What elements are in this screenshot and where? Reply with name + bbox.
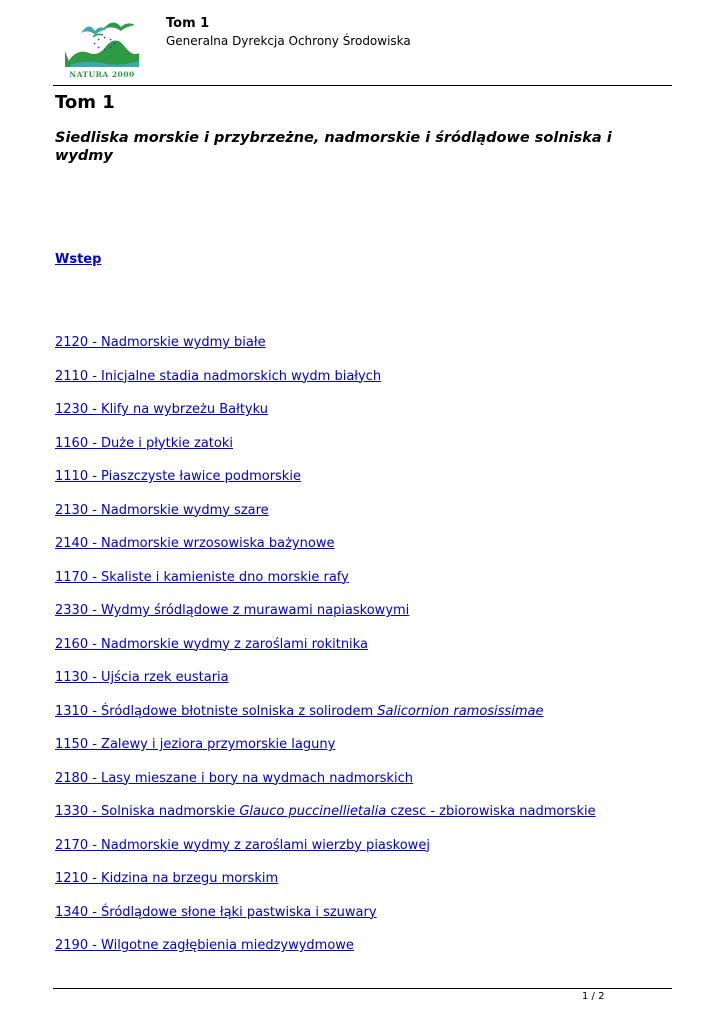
habitat-link[interactable] [55,503,269,518]
habitat-link-text: 2130 - Nadmorskie wydmy szare [55,502,269,518]
habitat-link-suffix: czesc - zbiorowiska nadmorskie [386,804,596,819]
habitat-link[interactable] [55,704,543,719]
svg-text:✦: ✦ [109,45,113,50]
habitat-link[interactable] [55,335,266,350]
habitat-link-text: 2160 - Nadmorskie wydmy z zaroślami rokitnika [55,636,368,652]
page-title: Tom 1 [55,92,115,113]
habitat-link[interactable] [55,469,301,484]
svg-text:✦: ✦ [103,35,107,40]
list-item [55,704,596,720]
svg-text:✦: ✦ [103,47,107,52]
habitat-link-text: 2190 - Wilgotne zagłębienia miedzywydmowe [55,938,354,953]
habitat-link-text: 1310 - Śródlądowe błotniste solniska z solirodem [55,703,378,719]
svg-text:✦: ✦ [93,41,97,46]
list-item [55,469,596,485]
habitat-link-text: 1110 - Piaszczyste ławice podmorskie [55,469,301,484]
habitat-link-text: 1130 - Ujścia rzek eustaria [55,670,229,685]
habitat-link[interactable] [55,670,229,685]
habitat-link-text: 2140 - Nadmorskie wrzosowiska bażynowe [55,536,335,551]
document-subtitle: Siedliska morskie i przybrzeżne, nadmorskie i śródlądowe solniska i wydmy [55,130,612,164]
list-item [55,402,596,418]
page-number: 1 / 2 [582,991,605,1002]
list-item [55,335,596,351]
list-item [55,838,596,854]
habitat-link[interactable] [55,436,233,451]
list-item [55,536,596,552]
habitat-link-text: 1210 - Kidzina na brzegu morskim [55,871,279,886]
header-divider [53,85,672,86]
list-item [55,871,596,887]
list-item [55,436,596,452]
habitat-link-text: 1340 - Śródlądowe słone łąki pastwiska i szuwary [55,904,377,920]
list-item [55,369,596,385]
list-item [55,670,596,686]
habitat-link[interactable] [55,871,278,886]
habitat-link[interactable] [55,771,413,786]
svg-text:✦: ✦ [113,41,117,46]
habitat-link[interactable] [55,603,409,618]
habitat-link-latin: Glauco puccinellietalia [239,804,387,819]
habitat-link-latin: Salicornion ramosissimae [377,703,544,719]
habitat-link[interactable] [55,905,377,920]
list-item [55,905,596,921]
habitat-link-text: 1150 - Zalewy i jeziora przymorskie laguny [55,737,336,752]
svg-text:✦: ✦ [97,45,101,50]
header-subtitle: Generalna Dyrekcja Ochrony Środowiska [166,34,411,48]
habitat-link-text: 2330 - Wydmy śródlądowe z murawami napiaskowymi [55,603,410,618]
svg-text:✦: ✦ [97,37,101,42]
svg-text:✦: ✦ [109,37,113,42]
list-item [55,938,596,954]
logo-text: NATURA 2000 [69,70,135,79]
list-item [55,637,596,653]
footer-divider [53,988,672,989]
habitat-link-text: 2110 - Inicjalne stadia nadmorskich wydm białych [55,368,382,384]
page-header [0,0,725,86]
list-item [55,570,596,586]
intro-section [55,252,101,268]
habitat-link[interactable] [55,938,354,953]
habitat-link-text: 1330 - Solniska nadmorskie [55,804,240,819]
intro-link[interactable]: Wstep [55,252,102,267]
habitat-link[interactable] [55,369,381,384]
habitat-link[interactable] [55,804,596,819]
habitat-link-text: 2170 - Nadmorskie wydmy z zaroślami wierzby piaskowej [55,837,430,853]
natura-2000-logo [63,17,141,81]
habitat-link[interactable] [55,637,368,652]
habitat-link-text: 1160 - Duże i płytkie zatoki [55,435,233,451]
habitat-link[interactable] [55,737,335,752]
habitat-link[interactable] [55,570,349,585]
list-item [55,804,596,820]
list-item [55,503,596,519]
list-item [55,603,596,619]
habitat-link[interactable] [55,536,334,551]
habitat-link[interactable] [55,402,268,417]
habitat-link-text: 2180 - Lasy mieszane i bory na wydmach nadmorskich [55,770,413,786]
list-item [55,737,596,753]
list-item [55,771,596,787]
habitat-list [55,335,596,972]
habitat-link-text: 2120 - Nadmorskie wydmy białe [55,335,266,350]
habitat-link[interactable] [55,838,430,853]
habitat-link-text: 1170 - Skaliste i kamieniste dno morskie rafy [55,569,349,585]
header-title: Tom 1 [166,16,210,31]
habitat-link-text: 1230 - Klify na wybrzeżu Bałtyku [55,402,268,417]
